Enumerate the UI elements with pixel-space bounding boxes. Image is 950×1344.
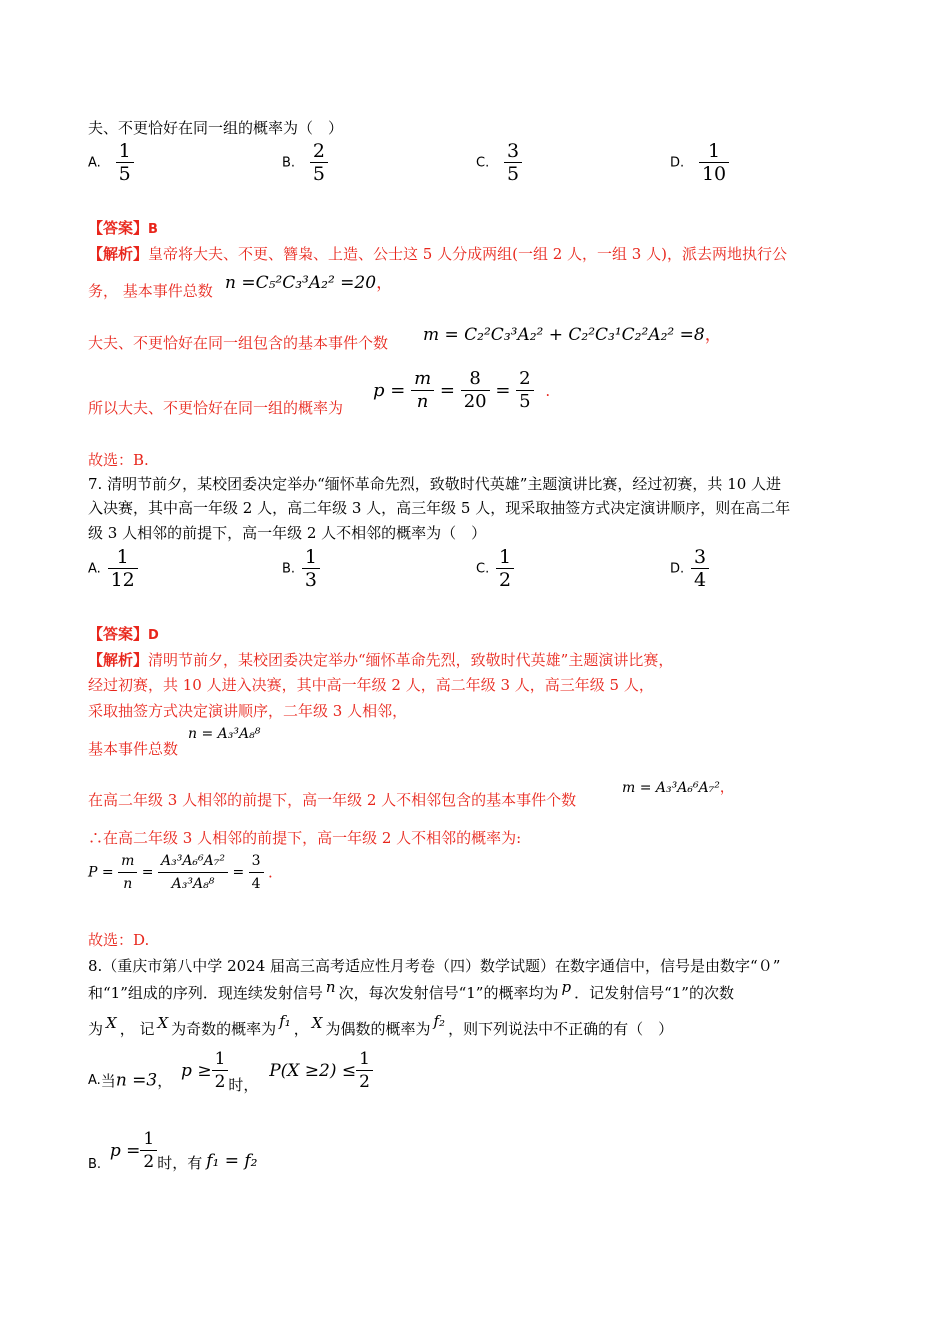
denominator: 2 <box>214 1072 226 1092</box>
numerator: 1 <box>140 1128 157 1151</box>
option-fraction <box>699 140 729 185</box>
analysis-tag: 【解析】 <box>88 651 149 669</box>
formula: f₁ = f₂ <box>206 1150 258 1171</box>
q7-option-d[interactable] <box>670 546 709 591</box>
fraction <box>140 1128 157 1173</box>
punctuation: ， <box>376 273 394 293</box>
var-f1: f₁ <box>279 1012 291 1030</box>
fraction <box>516 368 533 413</box>
punctuation: . <box>545 381 551 400</box>
denominator: 4 <box>251 876 261 892</box>
equals-sign: = <box>495 380 511 401</box>
option-fraction <box>302 546 320 591</box>
numerator: 2 <box>516 368 533 391</box>
answer-tag: 【答案】 <box>88 219 149 237</box>
formula: p = <box>109 1140 141 1161</box>
punctuation: ， <box>157 1072 173 1090</box>
numerator: 2 <box>310 140 328 163</box>
q6-formula-p <box>373 368 550 413</box>
option-fraction <box>108 546 138 591</box>
q7-analysis-line2: 经过初赛，共 10 人进入决赛，其中高一年级 2 人，高二年级 3 人，高三年级 5 人， <box>88 676 654 694</box>
stem-text: 和“1”组成的序列．现连续发射信号 <box>88 984 323 1002</box>
formula: P(X ≥2) ≤ <box>269 1060 357 1081</box>
q8-stem-line3 <box>88 1012 674 1040</box>
formula: p ≥ <box>181 1060 212 1081</box>
q6-option-a[interactable] <box>88 140 134 185</box>
numerator: 8 <box>461 368 490 391</box>
var-x: X <box>157 1014 169 1032</box>
numerator: 1 <box>302 546 320 569</box>
q7-analysis-line3: 采取抽签方式决定演讲顺序，二年级 3 人相邻， <box>88 702 408 720</box>
option-fraction <box>116 140 134 185</box>
numerator: 1 <box>699 140 729 163</box>
formula: n =C₅²C₃³A₂² =20 <box>225 273 377 293</box>
stem-text: 次，每次发射信号“1”的概率均为 <box>338 984 559 1002</box>
option-letter: A. <box>88 1073 101 1088</box>
denominator: n <box>123 876 133 892</box>
option-letter: A. <box>88 561 101 577</box>
denominator: 5 <box>312 163 325 185</box>
q6-option-c[interactable] <box>476 140 522 185</box>
q6-analysis-line2 <box>88 280 213 302</box>
q7-analysis-line5: 在高二年级 3 人相邻的前提下，高一年级 2 人不相邻包含的基本事件个数 <box>88 791 577 809</box>
q6-stem-tail: 夫、不更恰好在同一组的概率为（ ） <box>88 119 344 137</box>
numerator: A₃³A₆⁶A₇² <box>158 850 228 873</box>
var-p: p <box>561 978 572 996</box>
q7-stem-line3: 级 3 人相邻的前提下，高一年级 2 人不相邻的概率为（ ） <box>88 524 487 542</box>
stem-text: ．记发射信号“1”的次数 <box>574 984 734 1002</box>
var-f2: f₂ <box>433 1012 446 1030</box>
option-fraction <box>504 140 522 185</box>
denominator: n <box>416 391 429 412</box>
numerator: m <box>411 368 434 391</box>
numerator: 1 <box>108 546 138 569</box>
q8-stem-line2 <box>88 978 734 1004</box>
stem-text: 为奇数的概率为 <box>171 1020 277 1038</box>
var-n: n <box>325 978 336 996</box>
q6-conclusion: 故选：B. <box>88 451 149 469</box>
q6-option-d[interactable] <box>670 140 729 185</box>
q6-answer <box>88 217 158 241</box>
fraction <box>158 850 228 895</box>
formula: n =3 <box>115 1070 158 1091</box>
numerator: 3 <box>504 140 522 163</box>
q7-formula-n <box>188 726 260 742</box>
punctuation: ， <box>719 780 734 796</box>
numerator: m <box>118 850 137 873</box>
q7-option-c[interactable] <box>476 546 514 591</box>
option-text: 时， <box>228 1076 259 1094</box>
denominator: 4 <box>693 569 707 591</box>
denominator: 2 <box>143 1152 155 1172</box>
option-letter: C. <box>476 561 490 577</box>
option-letter: C. <box>476 155 490 171</box>
denominator: A₃³A₈⁸ <box>171 876 215 892</box>
formula: m = A₃³A₆⁶A₇² <box>622 780 720 796</box>
q6-analysis-line3 <box>88 332 388 354</box>
answer-value: B <box>148 222 158 237</box>
stem-text: ， 记 <box>119 1020 155 1038</box>
numerator: 1 <box>212 1048 229 1071</box>
q7-conclusion: 故选：D. <box>88 931 150 949</box>
option-letter: B. <box>282 155 296 171</box>
numerator: 3 <box>249 850 264 873</box>
fraction <box>411 368 434 413</box>
formula-lhs: P = <box>88 864 114 881</box>
denominator: 3 <box>304 569 317 591</box>
option-letter: D. <box>670 561 685 577</box>
var-x: X <box>106 1014 117 1032</box>
numerator: 1 <box>116 140 134 163</box>
q7-answer <box>88 623 159 647</box>
formula: m = C₂²C₃³A₂² + C₂²C₃¹C₂²A₂² =8 <box>423 325 705 345</box>
analysis-text: 所以大夫、不更恰好在同一组的概率为 <box>88 399 344 417</box>
numerator: 3 <box>691 546 709 569</box>
fraction <box>249 850 264 895</box>
numerator: 1 <box>496 546 514 569</box>
stem-text: ， <box>293 1020 309 1038</box>
stem-text: 为 <box>88 1020 104 1038</box>
q7-formula-m <box>622 777 734 797</box>
q8-stem-line1: 8.（重庆市第八中学 2024 届高三高考适应性月考卷（四）数学试题）在数字通信中，信号是由数字“０” <box>88 957 781 975</box>
option-letter: B. <box>88 1157 102 1172</box>
equals-sign: = <box>232 864 245 881</box>
option-fraction <box>496 546 514 591</box>
equals-sign: = <box>439 380 455 401</box>
stem-text: ，则下列说法中不正确的有（ ） <box>448 1020 674 1038</box>
denominator: 2 <box>359 1072 370 1092</box>
q7-option-b[interactable] <box>282 546 320 591</box>
denominator: 5 <box>118 163 131 185</box>
q7-final-probability <box>88 850 273 895</box>
var-x: X <box>311 1014 323 1032</box>
q6-analysis-line4 <box>88 397 343 419</box>
punctuation: . <box>268 863 273 882</box>
q7-stem-line1: 7. 清明节前夕，某校团委决定举办“缅怀革命先烈，致敬时代英雄”主题演讲比赛，经过初赛，共 10 人进 <box>88 475 782 493</box>
q8-option-b[interactable] <box>88 1128 257 1173</box>
option-letter: B. <box>282 561 296 577</box>
stem-text: 为偶数的概率为 <box>325 1020 431 1038</box>
equals-sign: = <box>141 864 154 881</box>
q7-analysis-line1 <box>88 649 673 671</box>
denominator: 10 <box>701 163 727 185</box>
denominator: 5 <box>507 163 520 185</box>
q6-formula-m <box>423 320 722 345</box>
denominator: 20 <box>463 391 487 412</box>
q6-analysis-line1 <box>88 243 787 265</box>
q6-formula-n <box>225 268 393 293</box>
analysis-text: 务， 基本事件总数 <box>88 282 213 300</box>
answer-tag: 【答案】 <box>88 625 149 643</box>
option-fraction <box>310 140 328 185</box>
punctuation: ， <box>704 325 722 345</box>
fraction <box>356 1048 373 1093</box>
analysis-text: 皇帝将大夫、不更、簪枭、上造、公士这 5 人分成两组(一组 2 人，一组 3 人)，派去两地执行公 <box>148 245 787 263</box>
q6-option-b[interactable] <box>282 140 328 185</box>
q7-option-a[interactable] <box>88 546 138 591</box>
formula-lhs: p = <box>373 380 406 401</box>
fraction <box>118 850 137 895</box>
q7-stem-line2: 入决赛，其中高一年级 2 人，高二年级 3 人，高三年级 5 人，现采取抽签方式决定演讲顺序，则在高二年 <box>88 499 791 517</box>
formula: n = A₃³A₈⁸ <box>188 726 261 742</box>
numerator: 1 <box>356 1048 373 1071</box>
q8-option-a[interactable] <box>88 1049 373 1103</box>
denominator: 5 <box>519 391 531 412</box>
option-text: 当 <box>100 1072 116 1090</box>
option-text: 时，有 <box>157 1154 203 1172</box>
analysis-text: 清明节前夕，某校团委决定举办“缅怀革命先烈，致敬时代英雄”主题演讲比赛， <box>148 651 674 669</box>
q7-analysis-line6: ∴在高二年级 3 人相邻的前提下，高一年级 2 人不相邻的概率为: <box>88 829 522 847</box>
fraction <box>212 1048 229 1093</box>
analysis-tag: 【解析】 <box>88 245 149 263</box>
denominator: 12 <box>110 569 135 591</box>
option-letter: A. <box>88 155 101 171</box>
analysis-text: 大夫、不更恰好在同一组包含的基本事件个数 <box>88 334 389 352</box>
denominator: 2 <box>499 569 512 591</box>
fraction <box>461 368 490 413</box>
option-fraction <box>691 546 709 591</box>
answer-value: D <box>148 628 159 643</box>
q7-analysis-line4: 基本事件总数 <box>88 740 179 758</box>
option-letter: D. <box>670 155 685 171</box>
